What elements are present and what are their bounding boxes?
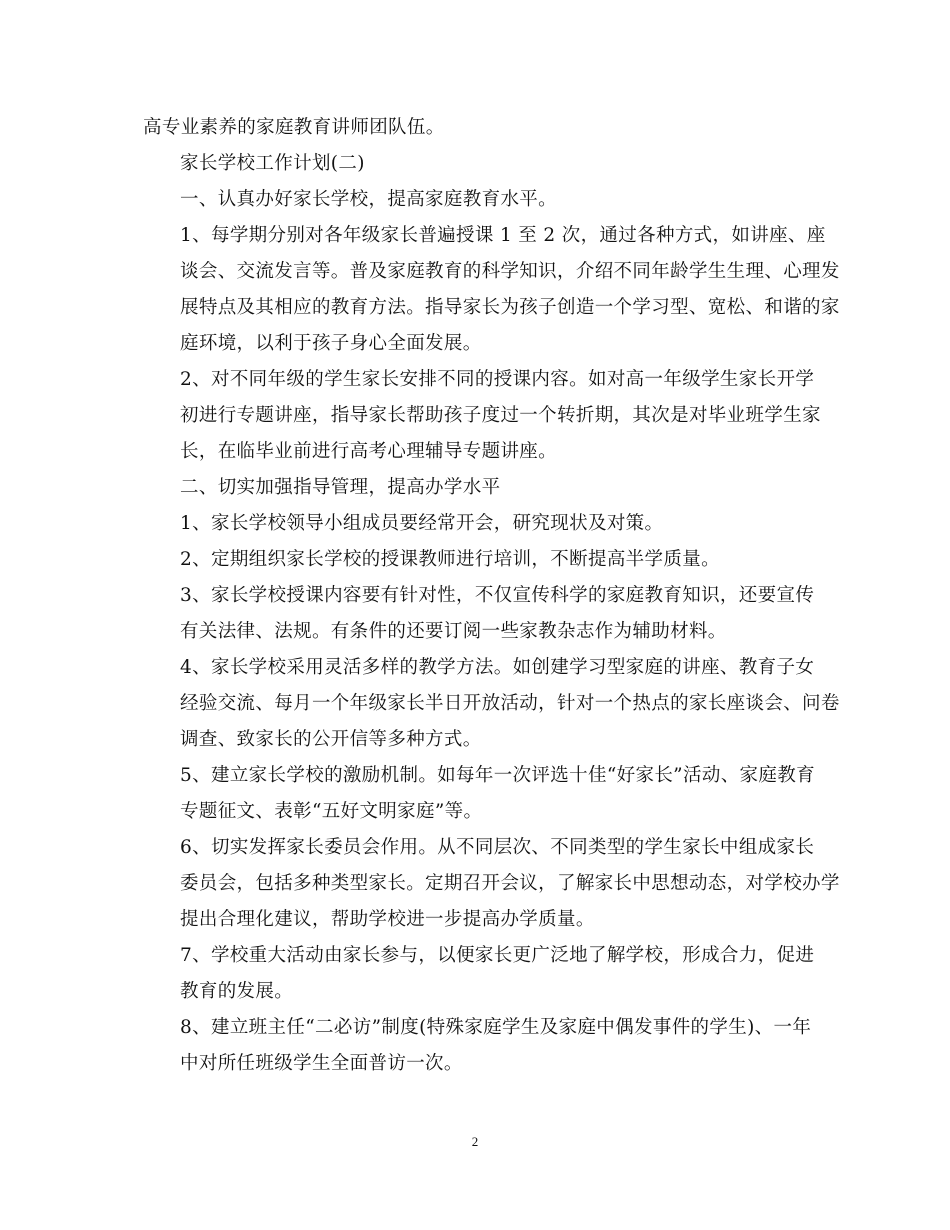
text-line: 长，在临毕业前进行高考心理辅导专题讲座。	[180, 441, 558, 462]
text-line: 提出合理化建议，帮助学校进一步提高办学质量。	[180, 909, 595, 930]
text-line: 教育的发展。	[180, 981, 294, 1002]
paragraph	[143, 542, 809, 578]
document-body	[143, 110, 840, 1082]
paragraph	[143, 506, 809, 542]
text-line: 展特点及其相应的教育方法。指导家长为孩子创造一个学习型、宽松、和谐的家	[180, 297, 840, 318]
text-line: 委员会，包括多种类型家长。定期召开会议，了解家长中思想动态，对学校办学	[180, 873, 840, 894]
text-line: 家长学校工作计划(二)	[180, 153, 365, 174]
text-line: 一、认真办好家长学校，提高家庭教育水平。	[180, 189, 558, 210]
text-line: 4、家长学校采用灵活多样的教学方法。如创建学习型家庭的讲座、教育子女	[180, 657, 815, 678]
paragraph	[143, 110, 809, 146]
paragraph	[143, 218, 840, 362]
text-line: 2、定期组织家长学校的授课教师进行培训，不断提高半学质量。	[180, 549, 720, 570]
paragraph	[143, 1010, 812, 1082]
text-line: 二、切实加强指导管理，提高办学水平	[180, 477, 501, 498]
text-line: 中对所任班级学生全面普访一次。	[180, 1053, 463, 1074]
text-line: 8、建立班主任“二必访”制度(特殊家庭学生及家庭中偶发事件的学生)、一年	[180, 1017, 812, 1038]
text-line: 2、对不同年级的学生家长安排不同的授课内容。如对高一年级学生家长开学	[180, 369, 815, 390]
paragraph	[143, 578, 815, 650]
text-line: 7、学校重大活动由家长参与，以便家长更广泛地了解学校，形成合力，促进	[180, 945, 815, 966]
page-number: 2	[471, 1134, 479, 1149]
text-line: 专题征文、表彰“五好文明家庭”等。	[180, 801, 483, 822]
text-line: 调查、致家长的公开信等多种方式。	[180, 729, 482, 750]
text-line: 高专业素养的家庭教育讲师团队伍。	[143, 117, 445, 138]
paragraph	[143, 758, 815, 830]
text-line: 6、切实发挥家长委员会作用。从不同层次、不同类型的学生家长中组成家长	[180, 837, 815, 858]
paragraph	[143, 362, 821, 470]
text-line: 1、每学期分别对各年级家长普遍授课 1 至 2 次，通过各种方式，如讲座、座	[180, 225, 826, 246]
text-line: 庭环境，以利于孩子身心全面发展。	[180, 333, 482, 354]
paragraph	[143, 830, 840, 938]
text-line: 1、家长学校领导小组成员要经常开会，研究现状及对策。	[180, 513, 664, 534]
paragraph	[143, 650, 840, 758]
paragraph	[143, 146, 809, 182]
text-line: 有关法律、法规。有条件的还要订阅一些家教杂志作为辅助材料。	[180, 621, 727, 642]
text-line: 5、建立家长学校的激励机制。如每年一次评选十佳“好家长”活动、家庭教育	[180, 765, 815, 786]
paragraph	[143, 938, 815, 1010]
text-line: 谈会、交流发言等。普及家庭教育的科学知识，介绍不同年龄学生生理、心理发	[180, 261, 840, 282]
text-line: 3、家长学校授课内容要有针对性，不仅宣传科学的家庭教育知识，还要宣传	[180, 585, 815, 606]
text-line: 初进行专题讲座，指导家长帮助孩子度过一个转折期，其次是对毕业班学生家	[180, 405, 821, 426]
paragraph	[143, 182, 809, 218]
paragraph	[143, 470, 809, 506]
text-line: 经验交流、每月一个年级家长半日开放活动，针对一个热点的家长座谈会、问卷	[180, 693, 840, 714]
